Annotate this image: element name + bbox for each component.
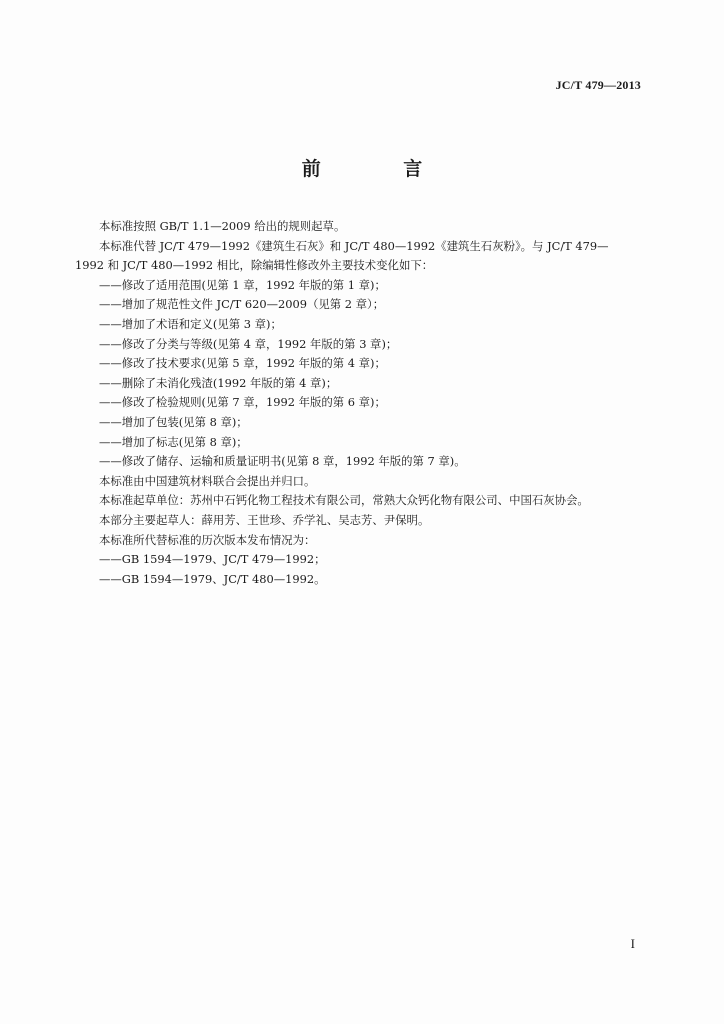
- change-item: ——增加了规范性文件 JC/T 620—2009（见第 2 章）；: [99, 297, 385, 312]
- change-item: ——增加了包装(见第 8 章)；: [99, 414, 248, 429]
- change-item: ——修改了检验规则(见第 7 章，1992 年版的第 6 章)；: [99, 395, 386, 410]
- paragraph-drafting-rules: 本标准按照 GB/T 1.1—2009 给出的规则起草。: [99, 219, 346, 233]
- change-item: ——增加了标志(见第 8 章)；: [99, 434, 248, 449]
- change-item: ——修改了技术要求(见第 5 章，1992 年版的第 4 章)；: [99, 356, 386, 371]
- paragraph-proposed-by: 本标准由中国建筑材料联合会提出并归口。: [99, 473, 316, 488]
- foreword-body: [75, 217, 655, 589]
- paragraph-replaces-line-2: 1992 和 JC/T 480—1992 相比，除编辑性修改外主要技术变化如下：: [75, 258, 434, 273]
- paragraph-drafting-units: 本标准起草单位：苏州中石钙化物工程技术有限公司，常熟大众钙化物有限公司、中国石灰协会。: [99, 493, 589, 508]
- history-item: ——GB 1594—1979、JC/T 479—1992；: [99, 552, 326, 567]
- change-item: ——修改了储存、运输和质量证明书(见第 8 章，1992 年版的第 7 章)。: [99, 454, 466, 469]
- standard-number: JC/T 479—2013: [555, 78, 641, 92]
- change-item: ——修改了分类与等级(见第 4 章，1992 年版的第 3 章)；: [99, 336, 398, 351]
- change-item: ——删除了未消化残渣(1992 年版的第 4 章)；: [99, 375, 338, 390]
- history-item: ——GB 1594—1979、JC/T 480—1992。: [99, 571, 326, 586]
- paragraph-replaces-line-1: 本标准代替 JC/T 479—1992《建筑生石灰》和 JC/T 480—1992《建筑生石灰粉》。与 JC/T 479—: [99, 238, 609, 253]
- page-number: I: [630, 936, 635, 951]
- paragraph-history-intro: 本标准所代替标准的历次版本发布情况为：: [99, 532, 316, 547]
- page-title: 前 言: [301, 158, 461, 180]
- change-item: ——修改了适用范围(见第 1 章，1992 年版的第 1 章)；: [99, 277, 386, 292]
- paragraph-drafters: 本部分主要起草人：薛用芳、王世珍、乔学礼、吴志芳、尹保明。: [99, 512, 430, 527]
- change-item: ——增加了术语和定义(见第 3 章)；: [99, 316, 282, 331]
